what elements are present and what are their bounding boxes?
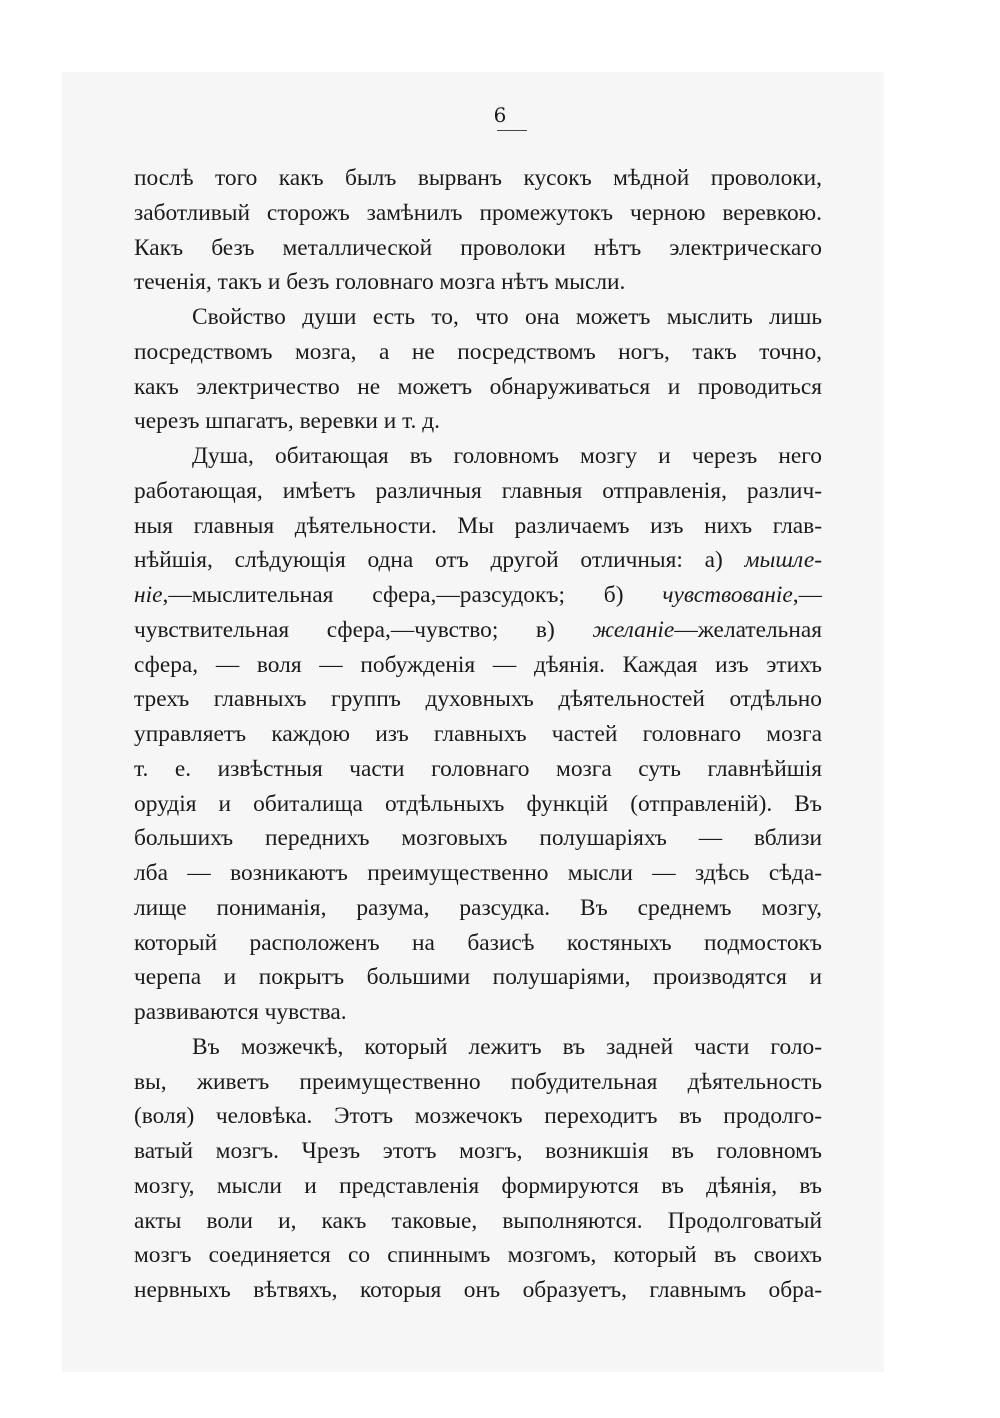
text-line: лище пониманія, разума, разсудка. Въ среднемъ мозгу, [134,894,822,921]
text-run: нѣйшія, слѣдующія одна отъ другой отличныя: а) [134,547,723,574]
page-number-rule [497,130,527,131]
text-line [134,578,822,613]
text-line: ныя главныя дѣятельности. Мы различаемъ изъ нихъ глав- [134,512,822,539]
text-line: который расположенъ на базисѣ костяныхъ подмостокъ [134,929,822,956]
italic-term: чувствованіе [662,582,793,608]
text-run: ,— [792,582,822,608]
text-line: посредствомъ мозга, а не посредствомъ ногъ, такъ точно, [134,338,822,365]
text-line: нервныхъ вѣтвяхъ, которыя онъ образуетъ, главнымъ обра- [134,1277,822,1303]
text-line: большихъ переднихъ мозговыхъ полушаріяхъ — вблизи [134,825,822,852]
text-line: управляетъ каждою изъ главныхъ частей головнаго мозга [134,721,822,747]
text-line: развиваются чувства. [134,999,347,1025]
text-run: чувствительная сфера,—чувство; в) [134,616,555,643]
text-line: теченія, такъ и безъ головнаго мозга нѣтъ мысли. [134,269,626,296]
text-line: какъ электричество не можетъ обнаруживаться и проводиться [134,373,822,400]
page-number: 6 [493,103,507,127]
text-line: черезъ шпагатъ, веревки и т. д. [134,408,440,435]
text-line: Какъ безъ металлической проволоки нѣтъ электрическаго [134,234,822,261]
text-line: (воля) человѣка. Этотъ мозжечокъ переходитъ въ продолго- [134,1103,822,1130]
text-line: вы, живетъ преимущественно побудительная дѣятельность [134,1068,822,1095]
text-line: заботливый сторожъ замѣнилъ промежутокъ черною веревкою. [134,199,822,226]
italic-term: мышле- [744,547,822,574]
text-line: Душа, обитающая въ головномъ мозгу и черезъ него [192,443,822,469]
text-line: акты воли и, какъ таковые, выполняются. Продолговатый [134,1207,822,1234]
text-line: ватый мозгъ. Чрезъ этотъ мозгъ, возникшія въ головномъ [134,1138,822,1164]
body-text [134,161,822,1308]
text-line: Въ мозжечкѣ, который лежитъ въ задней части голо- [192,1033,822,1060]
text-line: сфера, — воля — побужденія — дѣянія. Каждая изъ этихъ [134,651,822,678]
text-line: Свойство души есть то, что она можетъ мыслить лишь [192,304,822,330]
text-line: мозгу, мысли и представленія формируются въ дѣянія, въ [134,1172,822,1199]
text-line: трехъ главныхъ группъ духовныхъ дѣятельностей отдѣльно [134,686,822,713]
text-line: черепа и покрытъ большими полушаріями, производятся и [134,964,822,991]
text-line: работающая, имѣетъ различныя главныя отправленія, различ- [134,477,822,504]
text-line: лба — возникаютъ преимущественно мысли — здѣсь сѣда- [134,860,822,886]
text-line: мозгъ соединяется со спиннымъ мозгомъ, который въ своихъ [134,1242,822,1269]
text-line [134,543,822,578]
text-line [134,613,822,648]
text-line: послѣ того какъ былъ вырванъ кусокъ мѣдной проволоки, [134,165,822,191]
italic-term: желаніе [592,616,675,643]
text-line: т. е. извѣстныя части головнаго мозга суть главнѣйшія [134,755,822,782]
text-run: —желательная [674,616,822,643]
text-run: ,—мыслительная сфера,—разсудокъ; б) [162,582,624,608]
italic-term: ніе [134,582,163,608]
text-line: орудія и обиталища отдѣльныхъ функцій (отправленій). Въ [134,790,822,817]
